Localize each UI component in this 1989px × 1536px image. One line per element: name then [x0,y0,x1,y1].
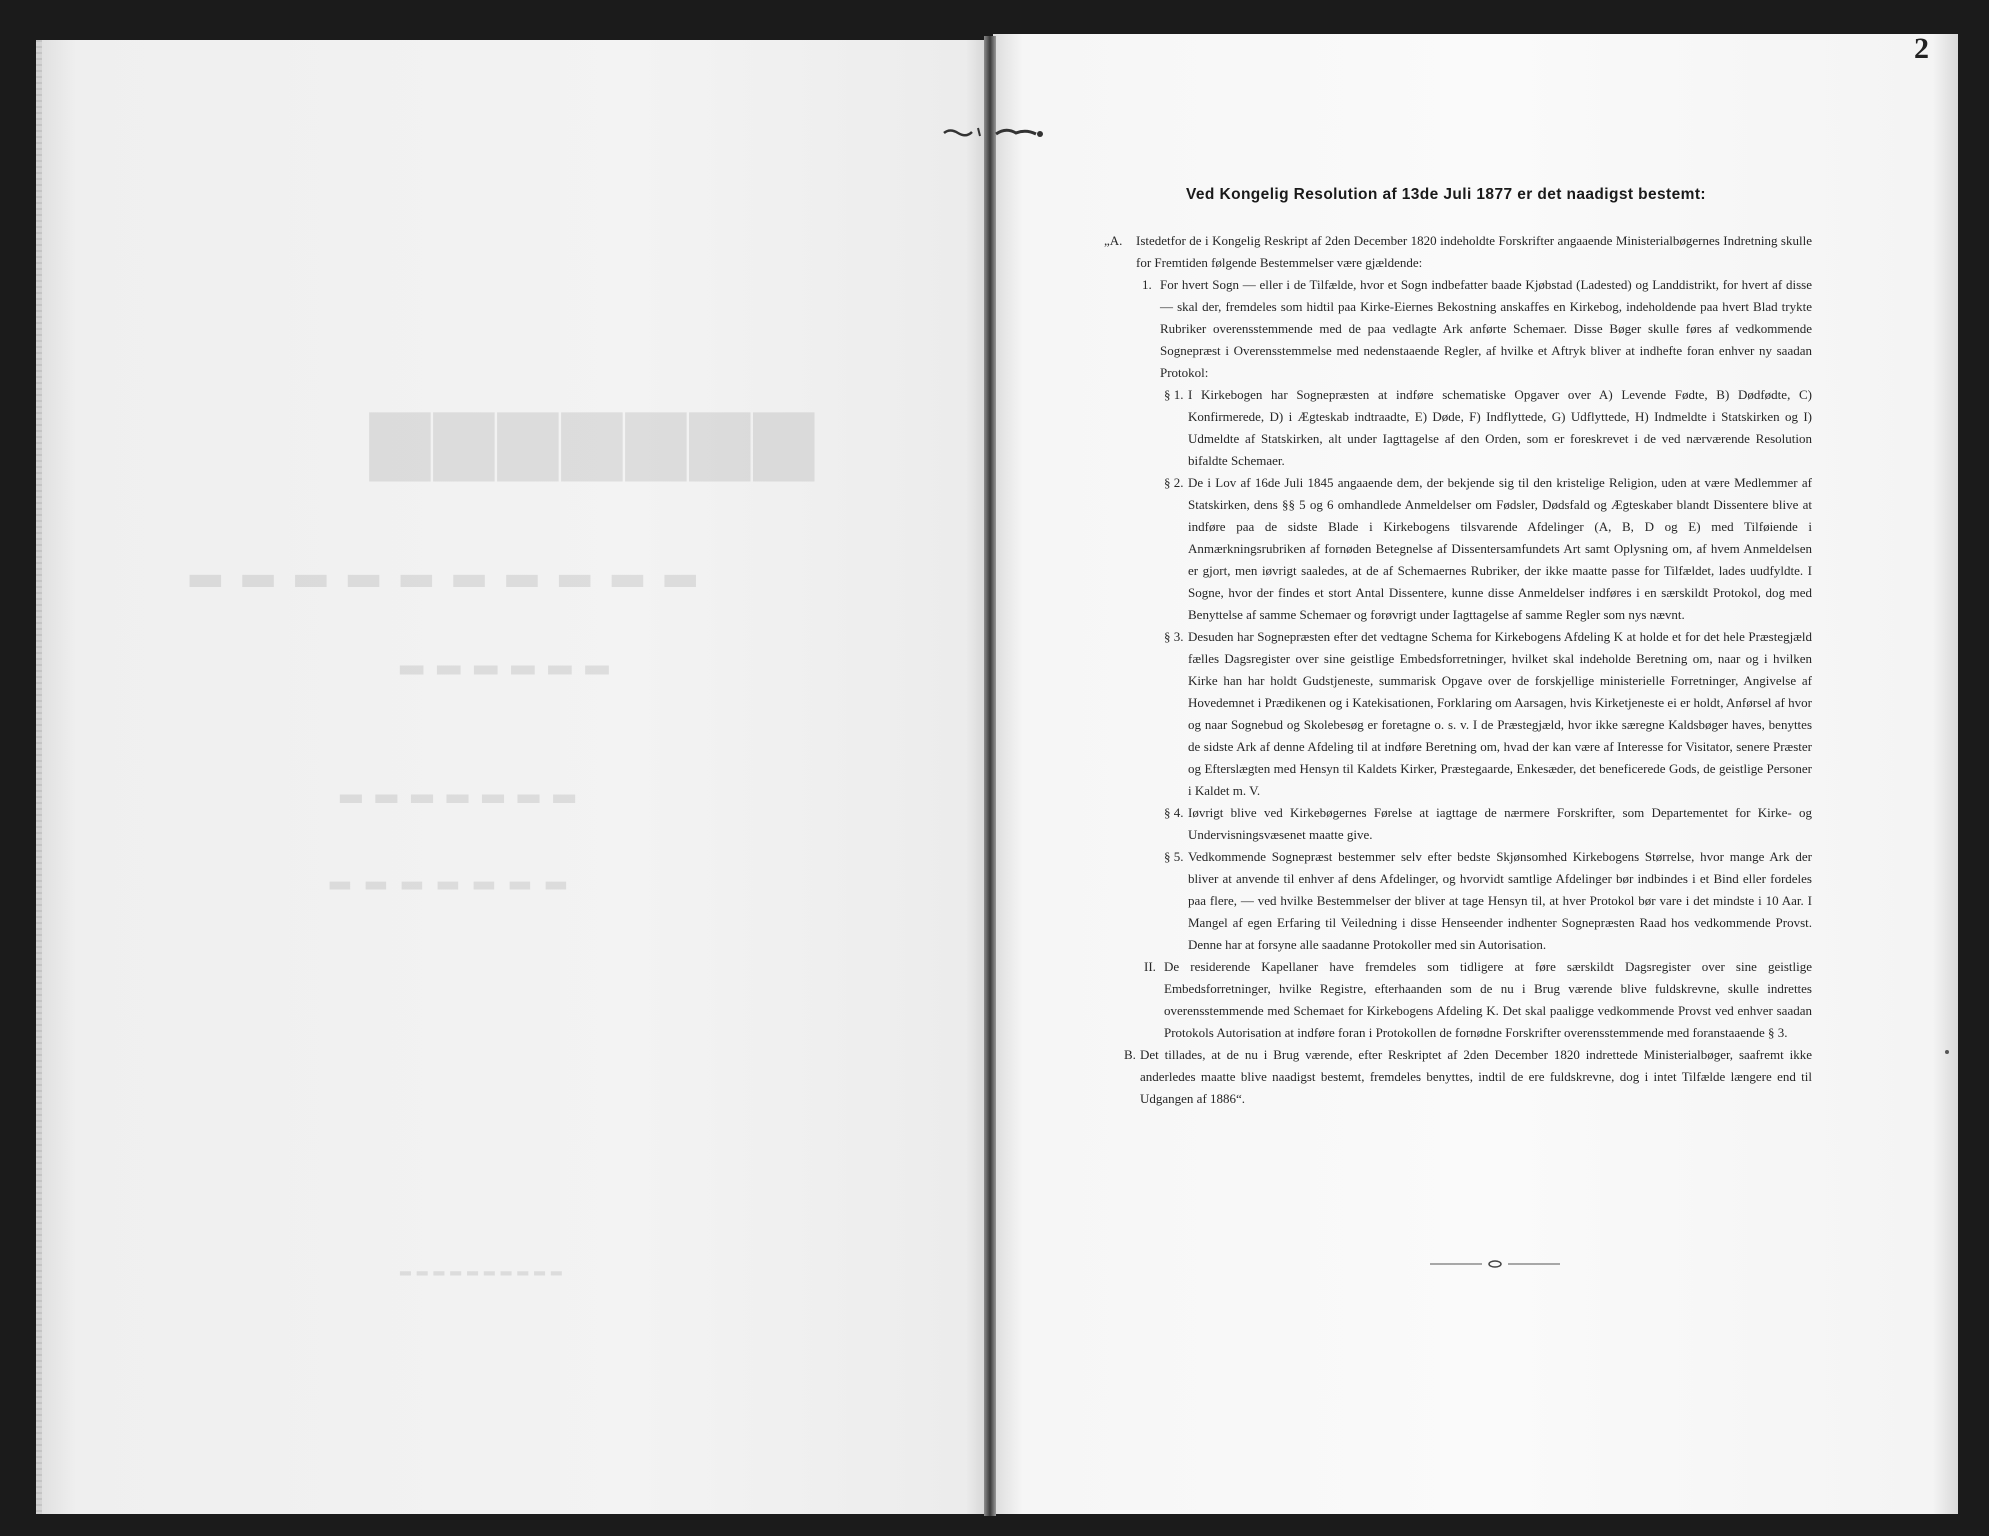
section-3 [1104,626,1812,802]
section-4 [1104,802,1812,846]
page-number: 2 [1914,32,1929,65]
page-edge [36,40,42,1514]
paragraph-label: § 4. [1164,805,1184,820]
section-2 [1104,472,1812,626]
ornament-divider [1430,1258,1560,1270]
bleed-through-mark: ▂▂▂▂▂▂ [400,641,623,674]
book-gutter [984,36,996,1516]
paragraph-ii [1104,956,1812,1044]
paragraph-text: De i Lov af 16de Juli 1845 angaaende dem, der bekjende sig til den kristelige Religion, uden at være Medlemmer af Statskirken, dens §§ 5 og 6 omhandlede Anmeldelser om Fødsler, Dødsfald og Ægteskaber blandt Dissentere blive at indføre paa de sidste Blade i Kirkebogens tilsvarende Afdelinger (A, B, D og E) med Tilføiende i Anmærkningsrubriken af fornøden Betegnelse af Dissentersamfundets Art samt Oplysning om, af hvem Anmeldelsen er gjort, men iøvrigt saaledes, at de af Schemaernes Rubriker, der ikke maatte passe for Tilfældet, lades uudfyldte. I Sogne, hvor der findes et stort Antal Dissentere, kunne disse Anmeldelser indføres i en særskildt Protokol, dog med Benyttelse af samme Schemaer og forøvrigt under Iagttagelse af samme Regler som nys nævnt. [1188,475,1812,622]
paragraph-label: § 5. [1164,849,1184,864]
paragraph-label: § 2. [1164,475,1184,490]
paragraph-text: Desuden har Sognepræsten efter det vedtagne Schema for Kirkebogens Afdeling K at holde et for det hele Præstegjæld fælles Dagsregister over sine geistlige Embedsforretninger, hvilket skal indeholde Beretning om, naar og i hvilken Kirke han har holdt Gudstjeneste, summarisk Opgave over de forskjellige ministerielle Forretninger, Angivelse af Hovedemnet i Prædikenen og i Katekisationen, Forklaring om Aarsagen, hvis Kirketjeneste ei er holdt, Anførsel af hvor og naar Sognebud og Skolebesøg er foretagne o. s. v. I de Præstegjæld, hvor ikke særegne Kaldsbøger haves, benyttes de sidste Ark af denne Afdeling til at indføre Beretning om, hvad der kan være af Interesse for Visitator, senere Præster og Efterslægten med Hensyn til Kaldets Kirker, Præstegaarde, Enkesæder, det beneficerede Gods, de geistlige Personer i Kaldet m. V. [1188,629,1812,798]
bleed-through-mark: ▂▂▂▂▂▂▂ [340,772,589,803]
resolution-title: Ved Kongelig Resolution af 13de Juli 1877 er det naadigst bestemt: [1186,186,1706,203]
section-1 [1104,384,1812,472]
bleed-through-mark: ▂▂▂▂▂▂▂▂▂▂ [190,541,718,586]
resolution-body [1104,230,1812,1110]
paragraph-label: „A. [1104,233,1123,248]
paragraph-label: B. [1124,1047,1136,1062]
paragraph-text: Istedetfor de i Kongelig Reskript af 2den December 1820 indeholdte Forskrifter angaaende Ministerialbøgernes Indretning skulle for Fremtiden følgende Bestemmelser være gjældende: [1136,233,1812,270]
paragraph-text: De residerende Kapellaner have fremdeles som tidligere at føre særskildt Dagsregister over sine geistlige Embedsforretninger, hvilke Registre, efterhaanden som de nu i Brug værende blive fuldskrevne, skulle indrettes overensstemmende med Schemaet for Kirkebogens Afdeling K. Det skal paaligge vedkommende Provst ved enhver saadan Protokols Autorisation at indføre foran i Protokollen de fornødne Forskrifter overensstemmende med foranstaaende § 3. [1164,959,1812,1040]
paragraph-text: Vedkommende Sognepræst bestemmer selv efter bedste Skjønsomhed Kirkebogens Størrelse, hvor mange Ark der bliver at anvende til enhver af dens Afdelinger, og hvorvidt samtlige Afdelinger bør indbindes i et Bind eller fordeles paa flere, — ved hvilke Bestemmelser der bliver at tage Hensyn til, at hver Protokol bør vare i det mindste i 10 Aar. I Mangel af egen Erfaring til Veiledning i disse Henseender indhenter Sognepræsten Raad hos vedkommende Provst. Denne har at forsyne alle saadanne Protokoller med sin Autorisation. [1188,849,1812,952]
paragraph-b [1104,1044,1812,1110]
bleed-through-mark: ▂▂▂▂▂▂▂▂▂▂ [400,1261,568,1276]
paragraph-text: Iøvrigt blive ved Kirkebøgernes Førelse at iagttage de nærmere Forskrifter, som Departementet for Kirke- og Undervisningsvæsenet maatte give. [1188,805,1812,842]
paragraph-label: § 3. [1164,629,1184,644]
handwritten-mark [940,125,1050,139]
paragraph-1 [1104,274,1812,384]
paragraph-label: 1. [1142,277,1152,292]
bleed-through-mark: ▆▆▆▆▆▆▆ [370,392,818,479]
paragraph-label: § 1. [1164,387,1184,402]
paragraph-text: Det tillades, at de nu i Brug værende, efter Reskriptet af 2den December 1820 indrettede Ministerialbøger, saafremt ikke anderledes maatte blive naadigst bestemt, fremdeles benyttes, indtil de ere fuldskrevne, dog i intet Tilfælde længere end til Udgangen af 1886“. [1140,1047,1812,1106]
paragraph-text: For hvert Sogn — eller i de Tilfælde, hvor et Sogn indbefatter baade Kjøbstad (Ladested) og Landdistrikt, for hvert af disse — skal der, fremdeles som hidtil paa Kirke-Eiernes Bekostning anskaffes en Kirkebog, indeholdende paa hvert Blad trykte Rubriker overensstemmende med de paa vedlagte Ark anførte Schemaer. Disse Bøger skulle føres af vedkommende Sognepræst i Overensstemmelse med nedenstaaende Regler, af hvilke et Aftryk bliver at indhefte foran enhver ny saadan Protokol: [1160,277,1812,380]
paragraph-text: I Kirkebogen har Sognepræsten at indføre schematiske Opgaver over A) Levende Fødte, B) Dødfødte, C) Konfirmerede, D) i Ægteskab indtraadte, E) Døde, F) Indflyttede, G) Udflyttede, H) Indmeldte i Statskirken og I) Udmeldte af Statskirken, alt under Iagttagelse af den Orden, som er foreskrevet i de ved nærværende Resolution bifaldte Schemaer. [1188,387,1812,468]
section-5 [1104,846,1812,956]
bleed-through-mark: ▂▂▂▂▂▂▂ [330,860,582,889]
paragraph-a [1104,230,1812,274]
scan-speck [1945,1050,1949,1054]
paragraph-label: II. [1144,959,1156,974]
